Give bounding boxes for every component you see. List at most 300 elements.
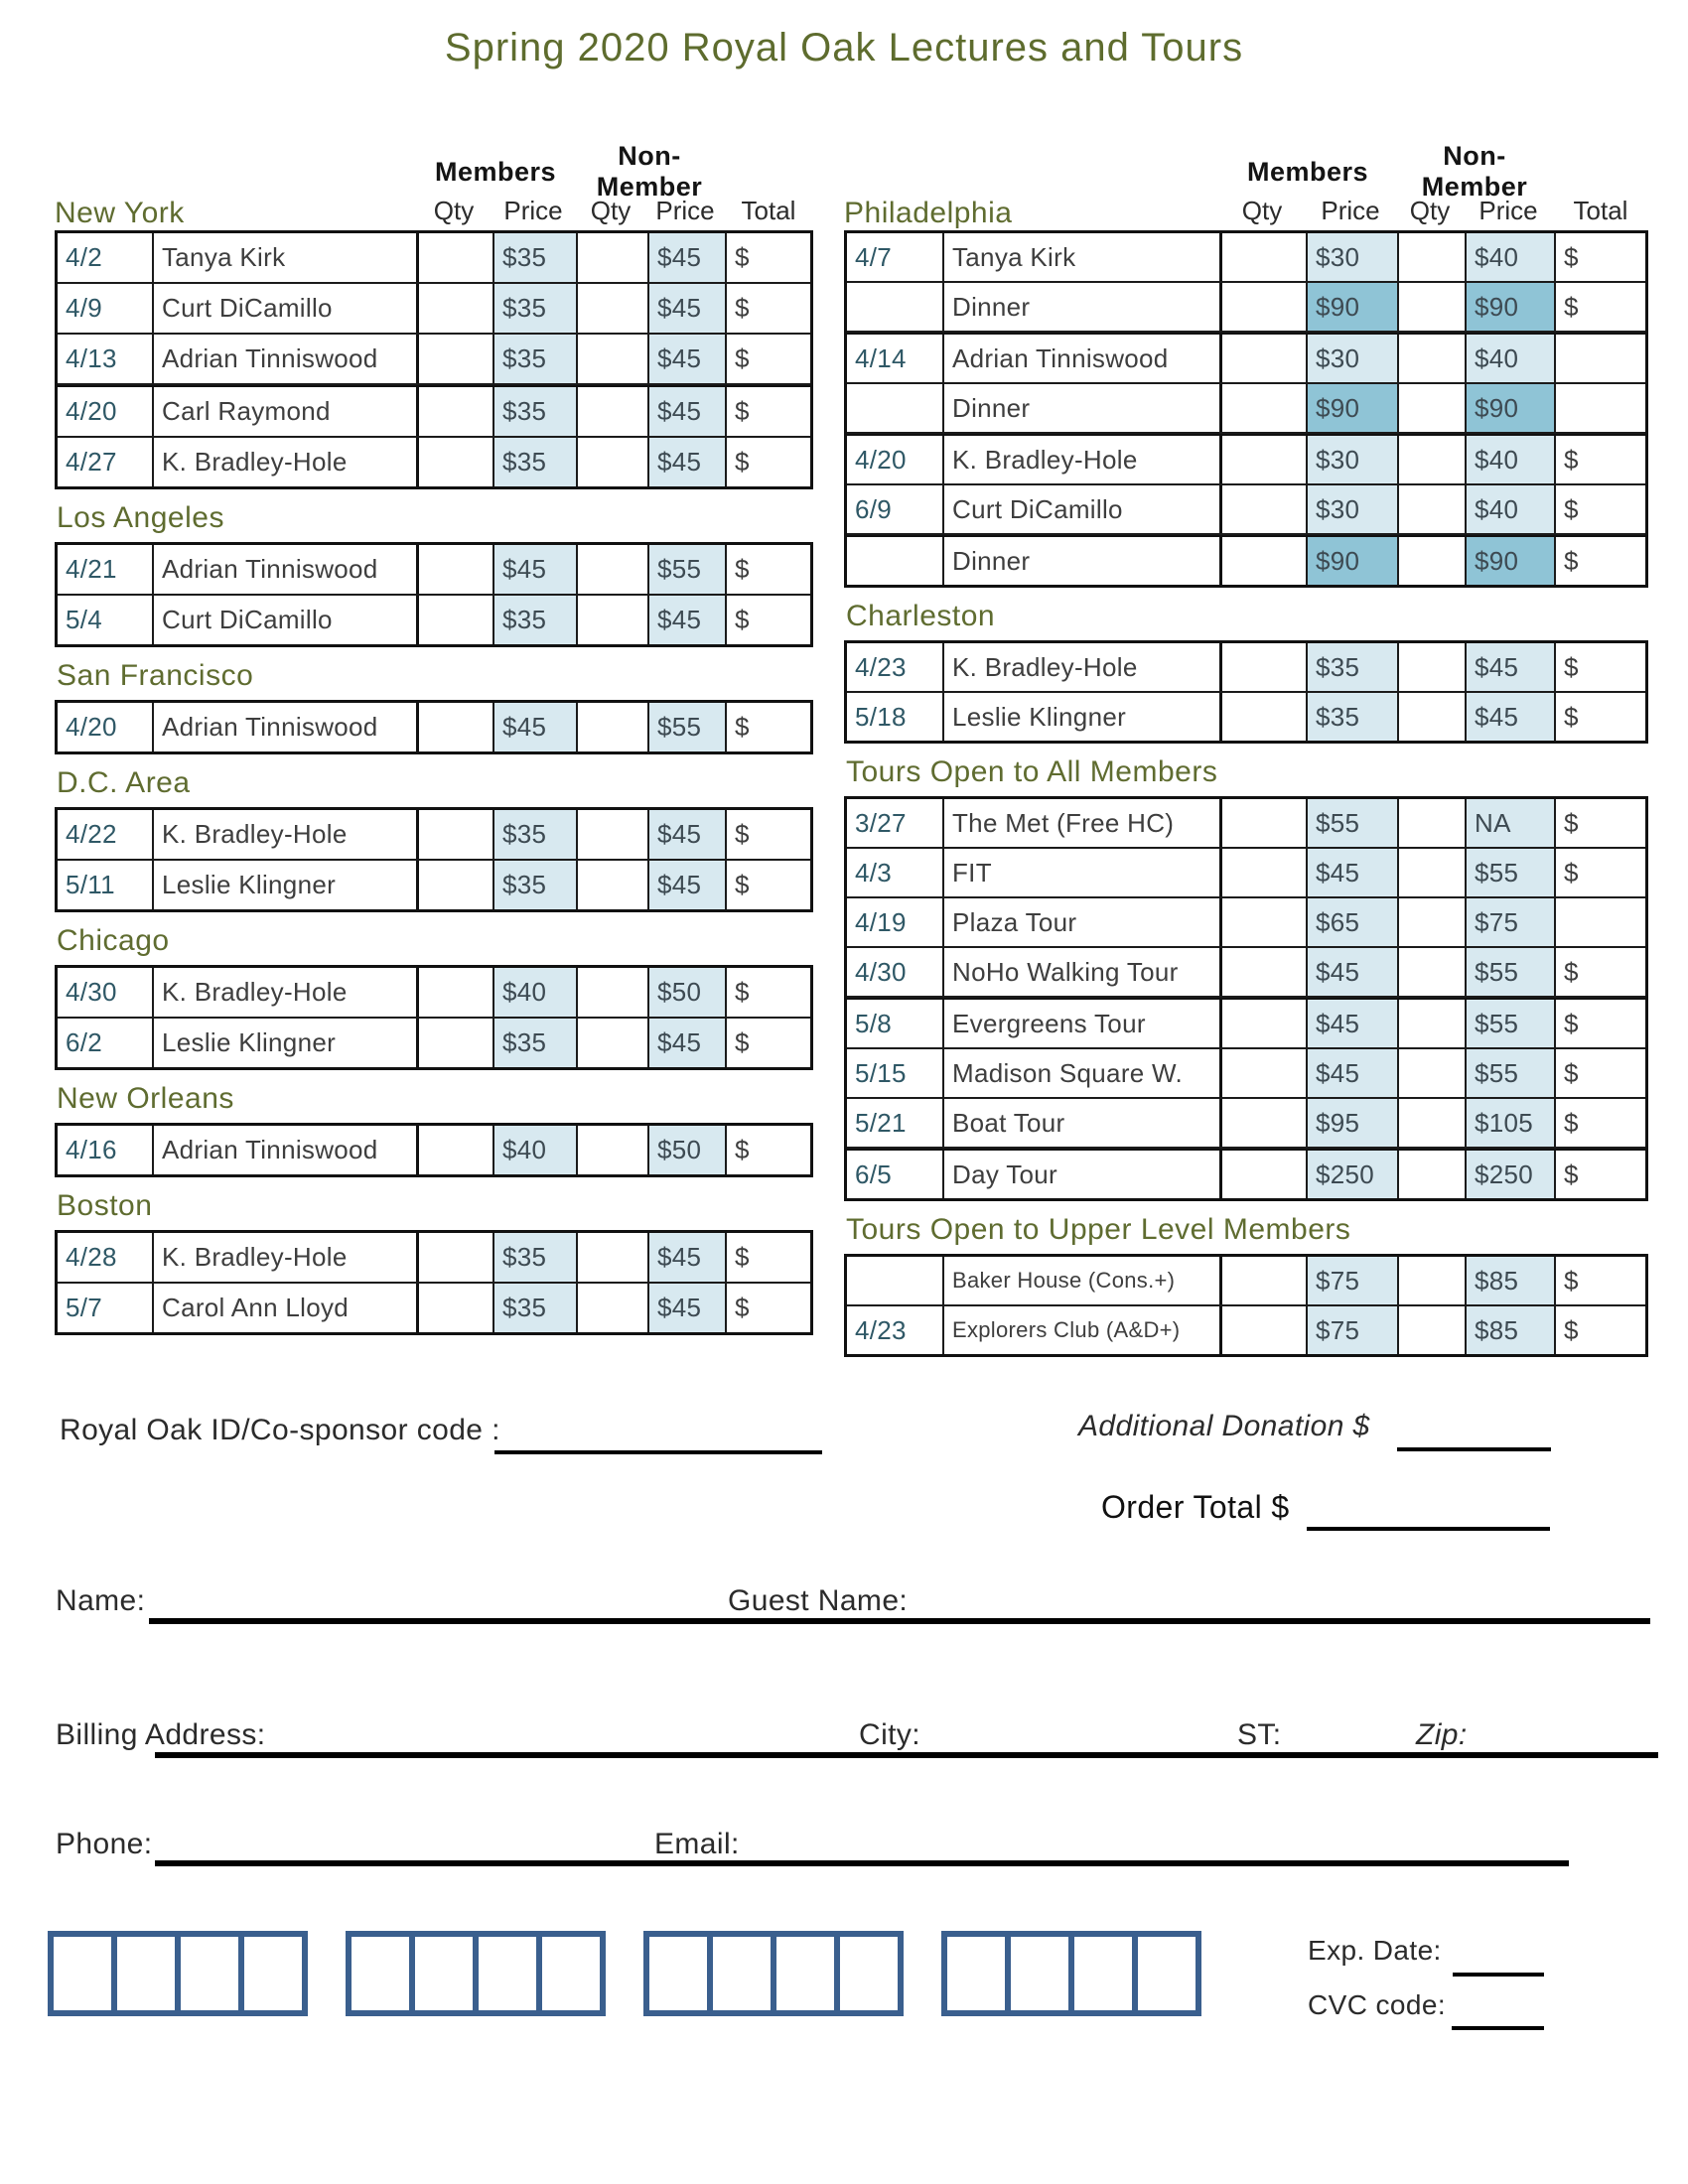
date-cell: [847, 537, 944, 585]
name-label: Name:: [56, 1584, 146, 1617]
non-member-header-label: Non-Member: [596, 141, 703, 202]
total-cell[interactable]: $: [1564, 545, 1579, 576]
price-nonmembers-cell: $45: [1467, 643, 1556, 691]
card-digit-box[interactable]: [473, 1931, 542, 2016]
total-cell[interactable]: $: [1564, 444, 1579, 475]
date-cell: 4/13: [58, 335, 154, 383]
price-nonmembers-cell: $45: [649, 335, 727, 383]
qty-members-cell[interactable]: [1222, 1099, 1308, 1147]
total-cell[interactable]: $: [1564, 807, 1579, 838]
qty-nonmembers-cell[interactable]: [1399, 283, 1467, 331]
qty-nonmembers-cell[interactable]: [1399, 1099, 1467, 1147]
price-nonmembers-cell: $40: [1467, 233, 1556, 281]
qty-nonmembers-cell[interactable]: [578, 596, 649, 644]
card-digit-box[interactable]: [1068, 1931, 1138, 2016]
section-table: [55, 542, 813, 647]
event-name-cell: Leslie Klingner: [154, 861, 419, 909]
price-members-cell: $35: [494, 596, 578, 644]
table-row: [847, 898, 1645, 948]
qty-nonmembers-cell[interactable]: [578, 968, 649, 1017]
date-cell: 4/30: [847, 948, 944, 996]
table-row: [58, 284, 810, 335]
qty-members-cell[interactable]: [1222, 849, 1308, 896]
left-column: [55, 141, 813, 1335]
additional-donation-label: Additional Donation $: [1078, 1410, 1370, 1442]
card-digit-box[interactable]: [111, 1931, 181, 2016]
total-cell[interactable]: $: [1564, 701, 1579, 732]
total-cell[interactable]: $: [1564, 1159, 1579, 1189]
qty-nonmembers-cell[interactable]: [578, 438, 649, 486]
total-cell[interactable]: $: [1564, 291, 1579, 322]
date-cell: 6/5: [847, 1151, 944, 1198]
card-digit-box[interactable]: [707, 1931, 776, 2016]
price-members-cell: $40: [494, 968, 578, 1017]
qty-members-cell[interactable]: [419, 284, 494, 333]
table-row: [847, 434, 1645, 485]
card-digit-box[interactable]: [834, 1931, 904, 2016]
price-nonmembers-cell: $55: [1467, 1000, 1556, 1047]
qty-members-cell[interactable]: [419, 545, 494, 594]
total-cell[interactable]: $: [735, 819, 750, 849]
total-header-label: Total: [741, 196, 796, 225]
card-digit-box[interactable]: [1132, 1931, 1201, 2016]
exp-date-input-line[interactable]: [1453, 1973, 1544, 1977]
total-cell[interactable]: $: [735, 1242, 750, 1272]
price-nonmembers-cell: $50: [649, 1126, 727, 1174]
qty-nonmembers-cell[interactable]: [578, 810, 649, 859]
billing-address-input-line[interactable]: [155, 1752, 1658, 1758]
section-heading: Boston: [57, 1189, 153, 1222]
price-nonmembers-cell: $90: [1467, 537, 1556, 585]
price-header-label: Price: [503, 196, 563, 225]
qty-members-cell[interactable]: [419, 387, 494, 436]
table-row: [847, 693, 1645, 741]
qty-nonmembers-cell[interactable]: [578, 861, 649, 909]
price-nonmembers-cell: $45: [649, 861, 727, 909]
table-row: [847, 799, 1645, 849]
table-row: [847, 1306, 1645, 1354]
section-heading: San Francisco: [57, 659, 254, 692]
total-header-label: Total: [1573, 196, 1628, 225]
price-members-cell: $35: [1308, 643, 1399, 691]
price-members-cell: $35: [494, 335, 578, 383]
card-digit-box[interactable]: [941, 1931, 1011, 2016]
members-header-label: Members: [1246, 156, 1369, 187]
event-name-cell: Leslie Klingner: [944, 693, 1222, 741]
table-row: [58, 1284, 810, 1332]
total-cell[interactable]: $: [1564, 1057, 1579, 1088]
qty-members-cell[interactable]: [1222, 537, 1308, 585]
qty-nonmembers-cell[interactable]: [578, 387, 649, 436]
price-members-cell: $35: [494, 387, 578, 436]
qty-members-cell[interactable]: [419, 233, 494, 282]
qty-nonmembers-cell[interactable]: [1399, 485, 1467, 533]
date-cell: 3/27: [847, 799, 944, 847]
non-member-header-label: Non-Member: [1421, 141, 1528, 202]
table-row: [58, 1233, 810, 1284]
table-row: [847, 283, 1645, 333]
table-row: [58, 385, 810, 438]
event-name-cell: Dinner: [944, 384, 1222, 432]
event-name-cell: K. Bradley-Hole: [944, 436, 1222, 483]
qty-members-cell[interactable]: [1222, 1257, 1308, 1304]
table-row: [58, 968, 810, 1019]
card-digit-box[interactable]: [175, 1931, 244, 2016]
card-digit-box[interactable]: [238, 1931, 308, 2016]
event-name-cell: Curt DiCamillo: [154, 596, 419, 644]
qty-nonmembers-cell[interactable]: [1399, 1257, 1467, 1304]
price-nonmembers-cell: $55: [1467, 1049, 1556, 1097]
qty-nonmembers-cell[interactable]: [578, 1126, 649, 1174]
date-cell: 4/20: [58, 703, 154, 751]
section-heading: Tours Open to Upper Level Members: [846, 1213, 1351, 1246]
total-cell[interactable]: $: [735, 712, 750, 742]
event-name-cell: Plaza Tour: [944, 898, 1222, 946]
price-members-cell: $55: [1308, 799, 1399, 847]
event-name-cell: K. Bradley-Hole: [944, 643, 1222, 691]
table-row: [847, 485, 1645, 535]
qty-members-cell[interactable]: [419, 861, 494, 909]
event-name-cell: Baker House (Cons.+): [944, 1257, 1222, 1304]
date-cell: 5/8: [847, 1000, 944, 1047]
card-digit-box[interactable]: [409, 1931, 479, 2016]
email-label: Email:: [654, 1828, 740, 1860]
price-nonmembers-cell: $50: [649, 968, 727, 1017]
cvc-input-line[interactable]: [1452, 2026, 1544, 2030]
table-row: [58, 233, 810, 284]
qty-members-cell[interactable]: [1222, 1306, 1308, 1354]
date-cell: 4/14: [847, 335, 944, 382]
table-row: [847, 384, 1645, 434]
price-members-cell: $35: [494, 861, 578, 909]
total-cell[interactable]: $: [1564, 857, 1579, 887]
price-members-cell: $30: [1308, 436, 1399, 483]
event-name-cell: The Met (Free HC): [944, 799, 1222, 847]
price-members-cell: $90: [1308, 283, 1399, 331]
event-name-cell: Explorers Club (A&D+): [944, 1306, 1222, 1354]
section-heading: New Orleans: [57, 1082, 234, 1115]
total-cell[interactable]: $: [735, 977, 750, 1007]
total-cell[interactable]: [1556, 335, 1651, 382]
section-table: [55, 965, 813, 1070]
qty-header-label: Qty: [1241, 196, 1283, 225]
card-digit-group: [941, 1931, 1201, 2016]
table-row: [847, 535, 1645, 585]
total-cell[interactable]: $: [1564, 493, 1579, 524]
price-header-label: Price: [655, 196, 715, 225]
qty-nonmembers-cell[interactable]: [1399, 1306, 1467, 1354]
price-nonmembers-cell: $55: [649, 703, 727, 751]
total-cell[interactable]: $: [735, 396, 750, 426]
qty-members-cell[interactable]: [419, 1233, 494, 1282]
date-cell: 5/18: [847, 693, 944, 741]
section-table: [844, 230, 1648, 588]
qty-members-cell[interactable]: [1222, 485, 1308, 533]
price-nonmembers-cell: $45: [1467, 693, 1556, 741]
table-row: [847, 643, 1645, 693]
total-cell[interactable]: $: [1564, 241, 1579, 272]
section-table: [844, 1254, 1648, 1357]
event-name-cell: Day Tour: [944, 1151, 1222, 1198]
total-cell[interactable]: $: [1564, 1314, 1579, 1345]
event-name-cell: Tanya Kirk: [154, 233, 419, 282]
card-digit-box[interactable]: [1005, 1931, 1074, 2016]
qty-nonmembers-cell[interactable]: [578, 335, 649, 383]
total-cell[interactable]: [1556, 384, 1651, 432]
price-nonmembers-cell: $40: [1467, 436, 1556, 483]
qty-members-cell[interactable]: [1222, 436, 1308, 483]
price-members-cell: $45: [1308, 1049, 1399, 1097]
event-name-cell: Adrian Tinniswood: [154, 335, 419, 383]
date-cell: 4/16: [58, 1126, 154, 1174]
additional-donation-input-line[interactable]: [1397, 1447, 1551, 1451]
price-nonmembers-cell: $90: [1467, 283, 1556, 331]
price-nonmembers-cell: $75: [1467, 898, 1556, 946]
card-digit-group: [346, 1931, 606, 2016]
date-cell: 4/28: [58, 1233, 154, 1282]
date-cell: 4/3: [847, 849, 944, 896]
section-heading: Tours Open to All Members: [846, 755, 1218, 788]
table-row: [847, 333, 1645, 384]
date-cell: [847, 283, 944, 331]
qty-nonmembers-cell[interactable]: [1399, 849, 1467, 896]
qty-nonmembers-cell[interactable]: [1399, 233, 1467, 281]
right-column: [844, 141, 1648, 1357]
qty-nonmembers-cell[interactable]: [1399, 537, 1467, 585]
price-members-cell: $45: [494, 703, 578, 751]
table-row: [58, 596, 810, 644]
qty-members-cell[interactable]: [1222, 283, 1308, 331]
qty-members-cell[interactable]: [419, 438, 494, 486]
total-cell[interactable]: $: [735, 1027, 750, 1057]
total-cell[interactable]: $: [1564, 1265, 1579, 1296]
qty-members-cell[interactable]: [1222, 799, 1308, 847]
total-cell[interactable]: $: [735, 447, 750, 477]
price-members-cell: $35: [494, 1019, 578, 1067]
page-title: Spring 2020 Royal Oak Lectures and Tours: [444, 26, 1244, 69]
price-members-cell: $35: [1308, 693, 1399, 741]
event-name-cell: Dinner: [944, 537, 1222, 585]
qty-nonmembers-cell[interactable]: [578, 1019, 649, 1067]
qty-members-cell[interactable]: [1222, 335, 1308, 382]
card-digit-box[interactable]: [643, 1931, 713, 2016]
order-total-label: Order Total $: [1101, 1489, 1290, 1525]
billing-address-label: Billing Address:: [56, 1718, 266, 1751]
price-nonmembers-cell: NA: [1467, 799, 1556, 847]
event-name-cell: FIT: [944, 849, 1222, 896]
price-members-cell: $35: [494, 810, 578, 859]
exp-date-label: Exp. Date:: [1308, 1935, 1442, 1966]
event-name-cell: Carol Ann Lloyd: [154, 1284, 419, 1332]
guest-name-label: Guest Name:: [728, 1584, 909, 1617]
date-cell: 5/4: [58, 596, 154, 644]
price-members-cell: $75: [1308, 1257, 1399, 1304]
qty-nonmembers-cell[interactable]: [1399, 799, 1467, 847]
qty-nonmembers-cell[interactable]: [1399, 1049, 1467, 1097]
qty-members-cell[interactable]: [419, 335, 494, 383]
qty-nonmembers-cell[interactable]: [578, 703, 649, 751]
card-digit-box[interactable]: [536, 1931, 606, 2016]
table-row: [847, 1257, 1645, 1306]
section-table: [55, 1123, 813, 1177]
qty-members-cell[interactable]: [1222, 898, 1308, 946]
price-nonmembers-cell: $45: [649, 233, 727, 282]
card-digit-box[interactable]: [346, 1931, 415, 2016]
table-row: [847, 1099, 1645, 1149]
qty-nonmembers-cell[interactable]: [578, 1233, 649, 1282]
date-cell: 6/9: [847, 485, 944, 533]
date-cell: 4/21: [58, 545, 154, 594]
table-row: [847, 998, 1645, 1049]
qty-nonmembers-cell[interactable]: [578, 233, 649, 282]
qty-nonmembers-cell[interactable]: [1399, 693, 1467, 741]
price-nonmembers-cell: $45: [649, 810, 727, 859]
total-cell[interactable]: $: [735, 605, 750, 634]
price-nonmembers-cell: $45: [649, 1284, 727, 1332]
section-heading: Los Angeles: [57, 501, 224, 534]
qty-nonmembers-cell[interactable]: [1399, 898, 1467, 946]
table-row: [58, 438, 810, 486]
price-nonmembers-cell: $55: [1467, 948, 1556, 996]
price-header-label: Price: [1478, 196, 1538, 225]
price-group-header-row: [55, 141, 813, 202]
price-nonmembers-cell: $105: [1467, 1099, 1556, 1147]
table-row: [58, 1019, 810, 1067]
card-digit-group: [643, 1931, 904, 2016]
total-cell[interactable]: [1556, 898, 1651, 946]
event-name-cell: K. Bradley-Hole: [154, 968, 419, 1017]
date-cell: 4/2: [58, 233, 154, 282]
price-members-cell: $35: [494, 438, 578, 486]
total-cell[interactable]: $: [1564, 651, 1579, 682]
event-name-cell: Boat Tour: [944, 1099, 1222, 1147]
order-total-input-line[interactable]: [1307, 1527, 1550, 1531]
price-members-cell: $35: [494, 233, 578, 282]
cvc-label: CVC code:: [1308, 1989, 1446, 2020]
qty-members-cell[interactable]: [419, 968, 494, 1017]
event-name-cell: Tanya Kirk: [944, 233, 1222, 281]
card-digit-box[interactable]: [48, 1931, 117, 2016]
date-cell: 4/20: [847, 436, 944, 483]
date-cell: 4/19: [847, 898, 944, 946]
section-table: [844, 796, 1648, 1201]
price-members-cell: $45: [1308, 849, 1399, 896]
royal-oak-id-label: Royal Oak ID/Co-sponsor code :: [60, 1414, 500, 1446]
price-nonmembers-cell: $55: [649, 545, 727, 594]
qty-nonmembers-cell[interactable]: [578, 545, 649, 594]
royal-oak-id-input-line[interactable]: [494, 1450, 822, 1454]
qty-members-cell[interactable]: [419, 1019, 494, 1067]
qty-members-cell[interactable]: [1222, 233, 1308, 281]
price-members-cell: $35: [494, 1284, 578, 1332]
qty-nonmembers-cell[interactable]: [578, 1284, 649, 1332]
qty-members-cell[interactable]: [419, 596, 494, 644]
qty-nonmembers-cell[interactable]: [1399, 1151, 1467, 1198]
table-row: [58, 1126, 810, 1174]
qty-members-cell[interactable]: [419, 703, 494, 751]
total-cell[interactable]: $: [735, 1293, 750, 1322]
qty-nonmembers-cell[interactable]: [578, 284, 649, 333]
price-nonmembers-cell: $40: [1467, 485, 1556, 533]
qty-members-cell[interactable]: [1222, 384, 1308, 432]
total-cell[interactable]: $: [735, 293, 750, 323]
price-members-cell: $75: [1308, 1306, 1399, 1354]
price-nonmembers-cell: $45: [649, 596, 727, 644]
event-name-cell: Adrian Tinniswood: [154, 1126, 419, 1174]
event-name-cell: Adrian Tinniswood: [154, 703, 419, 751]
qty-members-cell[interactable]: [419, 1284, 494, 1332]
event-name-cell: Carl Raymond: [154, 387, 419, 436]
price-members-cell: $30: [1308, 233, 1399, 281]
date-cell: 4/23: [847, 643, 944, 691]
section-heading: New York: [55, 197, 185, 229]
table-row: [58, 703, 810, 751]
qty-nonmembers-cell[interactable]: [1399, 436, 1467, 483]
total-cell[interactable]: $: [1564, 956, 1579, 987]
price-nonmembers-cell: $40: [1467, 335, 1556, 382]
qty-members-cell[interactable]: [1222, 948, 1308, 996]
qty-nonmembers-cell[interactable]: [1399, 1000, 1467, 1047]
table-row: [847, 948, 1645, 998]
qty-members-cell[interactable]: [1222, 1151, 1308, 1198]
qty-members-cell[interactable]: [1222, 1000, 1308, 1047]
section-table: [844, 640, 1648, 744]
total-cell[interactable]: $: [735, 554, 750, 584]
total-cell[interactable]: $: [735, 343, 750, 373]
table-row: [58, 545, 810, 596]
date-cell: 5/7: [58, 1284, 154, 1332]
qty-members-cell[interactable]: [1222, 643, 1308, 691]
total-cell[interactable]: $: [735, 242, 750, 272]
qty-members-cell[interactable]: [1222, 1049, 1308, 1097]
qty-nonmembers-cell[interactable]: [1399, 948, 1467, 996]
section-table: [55, 700, 813, 754]
event-name-cell: K. Bradley-Hole: [154, 810, 419, 859]
total-cell[interactable]: $: [735, 870, 750, 899]
total-cell[interactable]: $: [735, 1135, 750, 1164]
name-input-line[interactable]: [149, 1618, 1650, 1624]
card-digit-box[interactable]: [771, 1931, 840, 2016]
price-members-cell: $45: [1308, 1000, 1399, 1047]
qty-nonmembers-cell[interactable]: [1399, 335, 1467, 382]
price-members-cell: $45: [494, 545, 578, 594]
table-row: [847, 849, 1645, 898]
price-group-header-row: [844, 141, 1648, 202]
state-label: ST:: [1237, 1718, 1282, 1751]
event-name-cell: K. Bradley-Hole: [154, 1233, 419, 1282]
table-row: [847, 1149, 1645, 1198]
event-name-cell: Curt DiCamillo: [944, 485, 1222, 533]
phone-email-input-line[interactable]: [155, 1860, 1569, 1866]
qty-members-cell[interactable]: [419, 810, 494, 859]
qty-members-cell[interactable]: [1222, 693, 1308, 741]
qty-members-cell[interactable]: [419, 1126, 494, 1174]
table-row: [58, 335, 810, 385]
qty-nonmembers-cell[interactable]: [1399, 384, 1467, 432]
price-members-cell: $250: [1308, 1151, 1399, 1198]
section-table: [55, 807, 813, 912]
date-cell: 5/21: [847, 1099, 944, 1147]
price-nonmembers-cell: $45: [649, 1019, 727, 1067]
price-members-cell: $65: [1308, 898, 1399, 946]
date-cell: 4/27: [58, 438, 154, 486]
qty-nonmembers-cell[interactable]: [1399, 643, 1467, 691]
total-cell[interactable]: $: [1564, 1107, 1579, 1138]
phone-label: Phone:: [56, 1828, 153, 1860]
price-nonmembers-cell: $85: [1467, 1306, 1556, 1354]
total-cell[interactable]: $: [1564, 1008, 1579, 1038]
card-digit-group: [48, 1931, 308, 2016]
